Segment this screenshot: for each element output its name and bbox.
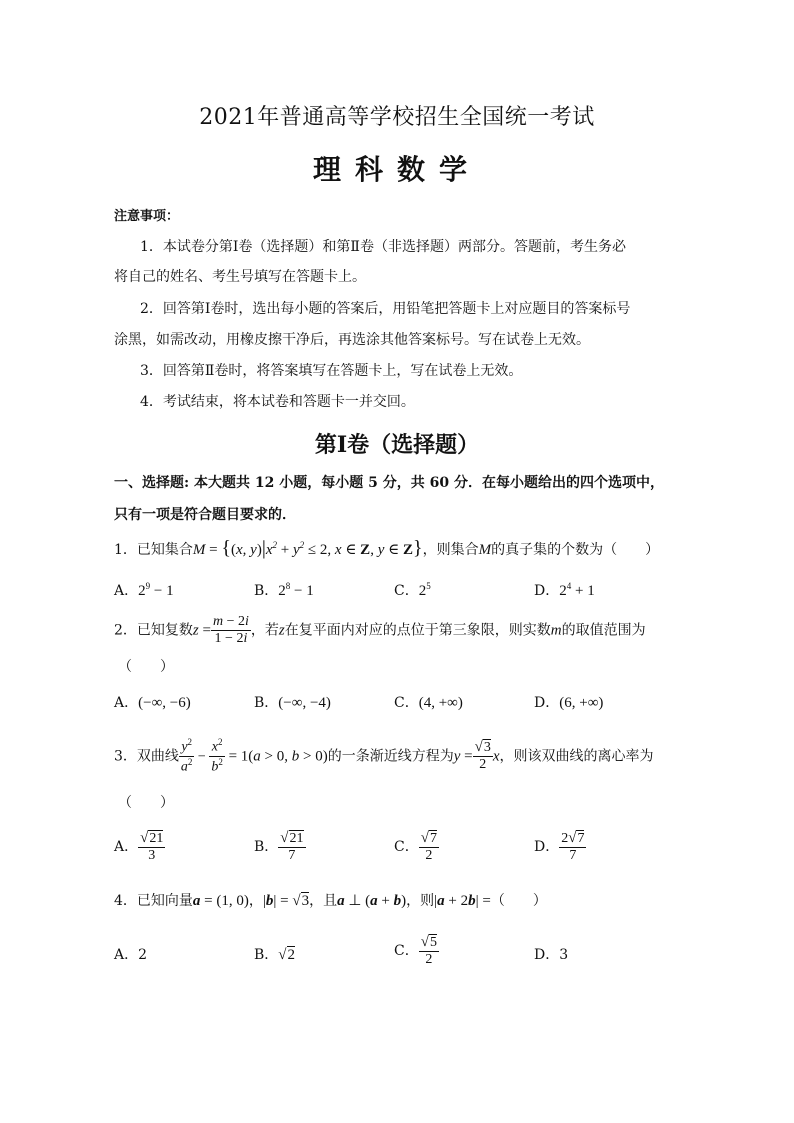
question-3-prefix: 3．双曲线 [114,748,179,765]
q2-option-c[interactable]: C．(4, +∞) [394,695,463,711]
q4-option-d[interactable]: D．3 [534,947,569,963]
question-4: 4．已知向量a = (1, 0)，|b| = √3，且a ⊥ (a + b)，则|a + 2b| =（ ） [114,893,547,909]
question-3: 3．双曲线 $\frac{y^2}{a^2}$ − $\frac{x^2}{b^2}$ = 1(a > 0, b > 0)的一条渐近线方程为y = $\frac{√3}{2}$ x，则该双曲线的离心率为 [114,737,654,775]
question-3-paren: （ ） [118,795,174,811]
question-4-prefix: 4．已知向量 [114,893,193,909]
question-1 [114,537,659,560]
exam-title: 2021年普通高等学校招生全国统一考试 [199,105,595,130]
notice-line-6: 4．考试结束，将本试卷和答题卡一并交回。 [140,394,415,410]
q3-option-b[interactable]: B． $\frac{√21}{7}$ [254,830,304,864]
question-2-paren: （ ） [118,659,174,675]
question-1-prefix: 1．已知集合 [114,542,193,558]
q2-option-b[interactable]: B．(−∞, −4) [254,695,331,711]
q1-option-a[interactable]: A．$2^9 - 1$ [114,581,174,599]
q1-option-d[interactable]: D．$2^4 + 1$ [534,581,595,599]
q3-option-c[interactable]: C． $\frac{√7}{2}$ [394,830,437,864]
question-1-suffix: ，则集合 [422,542,479,558]
set-m: M [478,542,492,558]
q2-option-d[interactable]: D．(6, +∞) [534,695,604,711]
q3-option-d[interactable]: D． $\frac{2√7}{7}$ [534,830,585,864]
part-intro-line-2: 只有一项是符合题目要求的． [114,507,296,523]
complex-z: z = [192,622,211,639]
complex-fraction: $\frac{m - 2i}{1 - 2i}$ [212,614,249,647]
q2-option-a[interactable]: A．(−∞, −6) [114,695,191,711]
q3-option-a[interactable]: A． $\frac{√21}{3}$ [114,830,164,864]
notice-heading: 注意事项： [114,209,180,224]
q4-option-b[interactable]: B．√2 [254,947,296,963]
q4-option-a[interactable]: A．2 [114,947,148,963]
q1-option-c[interactable]: C．$2^5$ [394,581,431,599]
section-title: 第Ⅰ卷（选择题） [314,432,480,458]
notice-line-3: 2．回答第Ⅰ卷时，选出每小题的答案后，用铅笔把答题卡上对应题目的答案标号 [140,301,631,317]
q4-option-c[interactable]: C． $\frac{√5}{2}$ [394,934,437,968]
question-1-suffix2: 的真子集的个数为（ ） [491,542,660,558]
subject-title: 理科数学 [312,153,481,186]
q1-option-b[interactable]: B．$2^8 - 1$ [254,581,314,599]
notice-line-5: 3．回答第Ⅱ卷时，将答案填写在答题卡上，写在试卷上无效。 [140,363,523,379]
notice-line-2: 将自己的姓名、考生号填写在答题卡上。 [114,269,366,285]
question-2: 2．已知复数z = $\frac{m - 2i}{1 - 2i}$ ，若z在复平面内对应的点位于第三象限，则实数m的取值范围为 [114,614,646,647]
notice-line-1: 1．本试卷分第Ⅰ卷（选择题）和第Ⅱ卷（非选择题）两部分。答题前，考生务必 [140,239,626,255]
notice-line-4: 涂黑，如需改动，用橡皮擦干净后，再选涂其他答案标号。写在试卷上无效。 [114,332,590,348]
part-intro-line-1: 一、选择题: 本大题共 12 小题，每小题 5 分，共 60 分．在每小题给出的四个选项中， [114,475,664,491]
set-expression: M = {(x, $y)|x^2 + y^2 \le 2$, x ∈ Z, y ∈ Z} [192,537,423,559]
question-2-prefix: 2．已知复数 [114,622,193,639]
